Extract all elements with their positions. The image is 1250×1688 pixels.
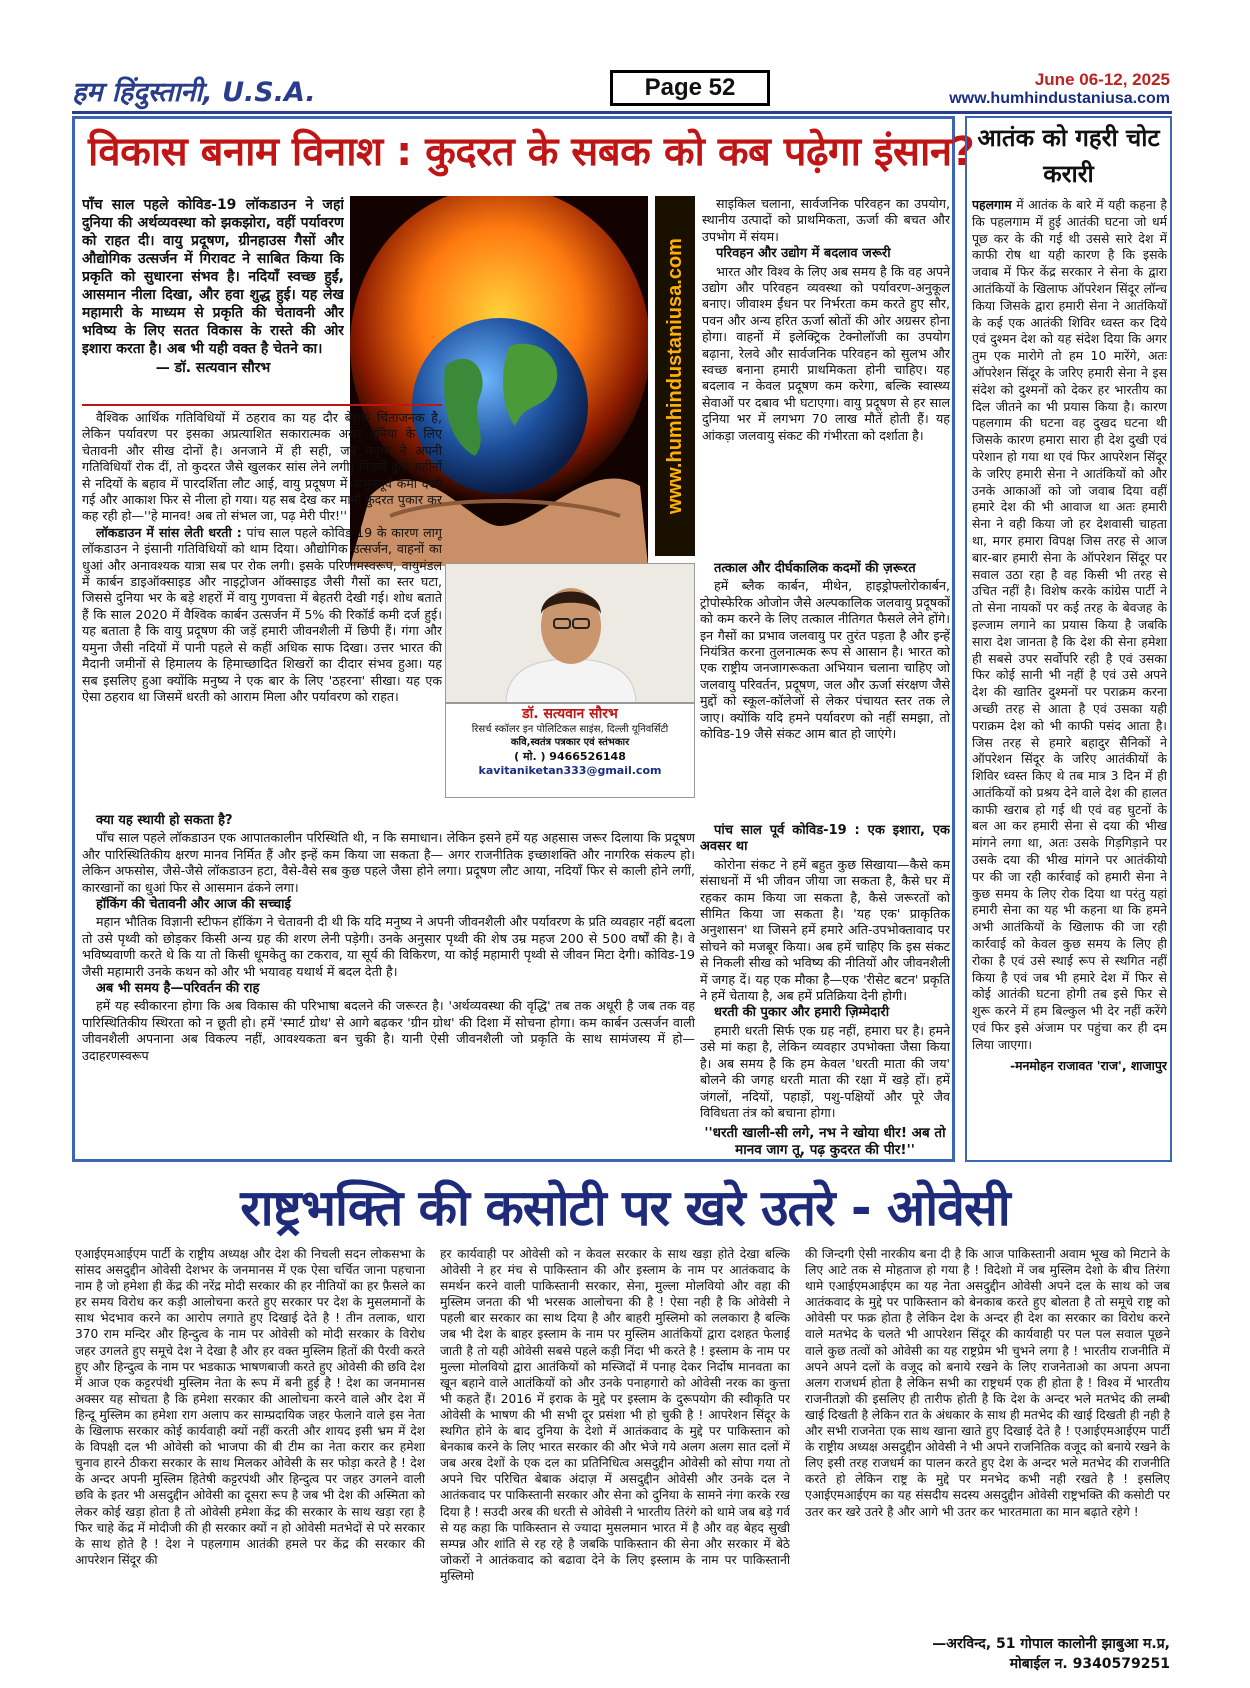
author-photo <box>445 563 695 703</box>
paragraph: वैश्विक आर्थिक गतिविधियों में ठहराव का यह दौर बेशक चिंताजनक है, लेकिन पर्यावरण पर इसका अप्रत्याशित सकारात्मक असर दुनिया के लिए चेतावनी और सीख दोनों है। अनजाने में ही सही, जब मनुष्य ने अपनी गतिविधियाँ रोक दीं, तो कुदरत जैसे खुलकर सांस लेने लगी। पिछले कुछ महीनों से नदियों के बहाव में पारदर्शिता लौट आई, वायु प्रदूषण में अभूतपूर्व कमी देखी गई और आकाश फिर से नीला हो गया। यह सब देख कर मानो कुदरत पुकार कर कह रही हो—''हे मानव! अब तो संभल जा, पढ़ मेरी पीर!'' <box>82 410 442 524</box>
paragraph: पांच साल पहले कोविड-19 के कारण लागू लॉकडाउन ने इंसानी गतिविधियों को थाम दिया। औद्योगिक उत्सर्जन, वाहनों का धुआं और अनावश्यक यात्रा सब पर रोक लगी। इसके परिणामस्वरूप, वायुमंडल में कार्बन डाइऑक्साइड और नाइट्रोजन ऑक्साइड जैसी गैसों का स्तर घटा, जिससे दुनिया भर के बड़े शहरों में वायु गुणवत्ता में बेहतरी देखी गई। शोध बताते हैं कि साल 2020 में वैश्विक कार्बन उत्सर्जन में 5% की रिकॉर्ड कमी दर्ज हुई। यह बताता है कि वायु प्रदूषण की जड़ें हमारी जीवनशैली में छिपी हैं। गंगा और यमुना जैसी नदियों में पानी पहले से कहीं अधिक साफ दिखा। उत्तर भारत की मैदानी जमीनों से हिमालय के हिमाच्छादित शिखरों का दीदार संभव हुआ। यह सब इसलिए हुआ क्योंकि मनुष्य ने एक बार के लिए 'ठहरना' सीखा। यह एक ऐसा ठहराव था जिसमें धरती को आराम मिला और पर्यावरण को राहत। <box>82 524 442 704</box>
main-article-title: विकास बनाम विनाश : कुदरत के सबक को कब पढ़ेगा इंसान? <box>88 129 975 175</box>
author-email[interactable]: kavitaniketan333@gmail.com <box>478 764 662 777</box>
paragraph: हमें यह स्वीकारना होगा कि अब विकास की परिभाषा बदलने की जरूरत है। 'अर्थव्यवस्था की वृद्धि' तब तक अधूरी है जब तक वह पारिस्थितिकीय स्थिरता को न छूती हो। हमें 'स्मार्ट ग्रोथ' से आगे बढ़कर 'ग्रीन ग्रोथ' की दिशा में सोचना होगा। कम कार्बन उत्सर्जन वाली जीवनशैली अपनाना अब विकल्प नहीं, आवश्यकता बन चुकी है। यानी ऐसी जीवनशैली जो प्रकृति के साथ सामंजस्य में हो—उदाहरणस्वरूप <box>82 998 695 1063</box>
intro-separator <box>82 404 442 406</box>
paragraph: की जिन्दगी ऐसी नारकीय बना दी है कि आज पाकिस्तानी अवाम भूख को मिटाने के लिए आटे तक से मोहताज हो गया है ! विदेशो में जब मुस्लिम देशो के बीच तिरंगा थामे एआईएमआईएम का यह नेता असदुद्दीन ओवेसी अपने दल के साथ को जब आतंकवाद के मुद्दे पर पाकिस्तान को बेनकाब करते हुए बोलता है तो समूचे राष्ट्र को ओवेसी पर फक्र होता है लेकिन देश के अन्दर ही देश का सरकार का विरोध करने वाले मतभेद के चलते भी आपरेशन सिंदूर की कार्यवाही पर पल पल सवाल पूछने वाले कुछ तत्वों को ओवेसी का यह राष्ट्रप्रेम भी चुभने लगा है ! भारतीय राजनीति में अपने अपने दलों के वजूद को बनाये रखने के लिए राजनेताओ का अपना अपना अलग राजधर्म होता है लेकिन सभी का राष्ट्रधर्म एक ही होता है ! विश्व में भारतीय राजनीतज्ञो की इसलिए ही तारीफ होती है कि देश के अन्दर भले मतभेद की लम्बी खाई दिखती है लेकिन रात के अंधकार के साथ ही मतभेद की खाई दिखती ही नही है और सभी राजनेता एक साथ खाना खाते हुए दिखाई देते है ! एआईएमआईएम पार्टी के राष्ट्रीय अध्यक्ष असदुद्दीन ओवेसी ने भी अपने राजनितिक वजूद को बनाये रखने के लिए इसी तरह राजधर्म का पालन करते हुए देश के अन्दर भले मतभेद की राजनीति करते हो लेकिन राष्ट्र के मुद्दे पर मनभेद कभी नही रखते है ! इसलिए एआईएमआईएम का यह संसदीय सदस्य असदुद्दीन ओवेसी राष्ट्रभक्ति की कसोटी पर उतर कर खरे उतरे है और आगे भी उतर कर भारतमाता का मान बढ़ाते रहेगे ! <box>805 1247 1170 1519</box>
header-rule <box>72 111 1172 114</box>
page-number: Page 52 <box>610 70 770 106</box>
vertical-website-banner: www.humhindustaniusa.com <box>655 196 695 556</box>
subheading: हॉकिंग की चेतावनी और आज की सच्चाई <box>96 897 291 913</box>
sidebar-paragraph: में आतंक के बारे में यही कहना है कि पहलगाम में हुई आतंकी घटना जो धर्म पूछ कर के की गई थी उससे सारे देश में काफी रोष था यही कारण है कि इसके जवाब में फिर केंद्र सरकार ने सेना के द्वारा आतंकियों के खिलाफ ऑपरेशन सिंदूर लॉन्च किया जिसके द्वारा हमारी सेना ने आतंकियों के कई एक आतंकी शिविर ध्वस्त कर दिये एवं दुश्मन देश को यह संदेश दिया कि अगर तुम एक मारोगे तो हम 10 मारेंगे, अतः ऑपरेशन सिंदूर के जरिए हमारी सेना ने इस संदेश को दुश्मनों को देकर हर भारतीय का दिल जीतने का भी प्रयास किया है। कारण पहलगाम की घटना वह दुखद घटना थी जिसके कारण हमारा सारा ही देश दुखी एवं परेशान हो गया था एवं फिर आपरेशन सिंदूर के जरिए हमारी सेना ने आतंकियों को और उनके आकाओं को जो जवाब दिया वहीं हमारे देश की भी आवाज था अतः हमारी सेना ने वही किया जो हर देशवासी चाहता था, मगर हमारा विपक्ष जिस तरह से आज बार-बार हमारी सेना के ऑपरेशन सिंदूर पर सवाल उठा रहा है वह किसी भी तरह से उचित नहीं है। विशेष करके कांग्रेस पार्टी ने तो सेना नायकों पर कई तरह के बेवजह के इल्जाम लगाने का प्रयास किया है जबकि सारा देश जानता है कि देश की सेना हमेशा ही सबसे उपर सर्वोपरि रही है एवं उसका फिर कोई सानी भी नहीं है एवं उसे अपने देश की खातिर दुश्मनों पर पराक्रम करना अच्छी तरह से आता है एवं उसका यही पराक्रम देश को भी काफी पसंद आता है। जिस तरह से हमारे बहादुर सैनिकों ने ऑपरेशन सिंदूर के जरिए आतंकीयों के शिविर ध्वस्त किए थे तब मात्र 3 दिन में ही आतंकियों को प्रश्रय देने वाले देश की हालत काफी खराब हो गई थी एवं वह घुटनों के बल आ कर हमारी सेना से दया की भीख मांगने लगा था, अतः उसके गिड़गिड़ाने पर उसके दया की भीख मांगने पर आतंकीयो पर की जा रही कार्रवाई को हमारी सेना ने कुछ समय के लिए रोक दिया था परंतु यहां हमारी सेना का यह भी कहना था कि हमने अभी आतंकियों के खिलाफ की जा रही कार्रवाई को केवल कुछ समय के लिए ही रोका है एवं उसे स्थाई रूप से स्थगित नहीं किया है एवं जब भी हमारे देश में फिर से कोई आतंकी घटना होगी तब इसे फिर से शुरू करने में हम बिल्कुल भी देर नहीं करेंगे एवं फिर इसे अंजाम पर पहुंचा कर ही दम लिया जाएगा। <box>972 197 1167 1052</box>
intro-text: पाँच साल पहले कोविड-19 लॉकडाउन ने जहां दुनिया की अर्थव्यवस्था को झकझोरा, वहीं पर्यावरण को राहत दी। वायु प्रदूषण, ग्रीनहाउस गैसों और औद्योगिक उत्सर्जन में गिरावट ने साबित किया कि प्रकृति को सुधारना संभव है। नदियाँ स्वच्छ हुईं, आसमान नीला दिखा, और हवा शुद्ध हुई। यह लेख महामारी के माध्यम से प्रकृति की चेतावनी और भविष्य के लिए सतत विकास के रास्ते की ओर इशारा करता है। अब भी यही वक्त है चेतने का। <box>82 197 344 357</box>
paragraph: हमें ब्लैक कार्बन, मीथेन, हाइड्रोफ्लोरोकार्बन, ट्रोपोस्फेरिक ओजोन जैसे अल्पकालिक जलवायु प्रदूषकों को कम करने के लिए तत्काल नीतिगत फैसले लेने होंगे। इन गैसों का प्रभाव जलवायु पर तुरंत पड़ता है और इन्हें नियंत्रित करना तुलनात्मक रूप से आसान है। भारत को एक राष्ट्रीय जनजागरूकता अभियान चलाना चाहिए जो जलवायु परिवर्तन, प्रदूषण, जल और ऊर्जा संरक्षण जैसे मुद्दों को स्कूल-कॉलेजों से लेकर पंचायत स्तर तक ले जाए। क्योंकि यदि हमने पर्यावरण को नहीं समझा, तो कोविड-19 जैसे संकट आम बात हो जाएंगे। <box>700 578 950 742</box>
pull-quote: ''धरती खाली-सी लगे, नभ ने खोया धीर! अब तो मानव जाग तू, पढ़ कुदरत की पीर!'' <box>704 1125 946 1159</box>
author-name: डॉ. सत्यवान सौरभ <box>522 706 618 722</box>
second-article-column-3 <box>805 1246 1170 1631</box>
article-column-2c <box>700 822 950 1160</box>
article-column-1b <box>82 812 695 1158</box>
sidebar-signature: -मनमोहन राजावत 'राज', शाजापुर <box>1010 1057 1167 1073</box>
subheading: क्या यह स्थायी हो सकता है? <box>96 813 233 828</box>
website-link[interactable]: www.humhindustaniusa.com <box>949 90 1170 107</box>
signature-name: —अरविन्द, 51 गोपाल कालोनी झाबुआ म.प्र, <box>932 1636 1170 1652</box>
masthead-paper-name: हम हिंदुस्तानी, U.S.A. <box>72 77 316 108</box>
article-intro <box>82 196 344 396</box>
second-article-column-2 <box>440 1246 790 1676</box>
second-article-title: राष्ट्रभक्ति की कसोटी पर खरे उतरे - ओवेसी <box>240 1179 1010 1237</box>
sidebar-body <box>972 197 1167 1157</box>
author-role: कवि,स्वतंत्र पत्रकार एवं स्तंभकार <box>510 737 630 748</box>
author-card <box>445 703 695 798</box>
paragraph: महान भौतिक विज्ञानी स्टीफन हॉकिंग ने चेतावनी दी थी कि यदि मनुष्य ने अपनी जीवनशैली और पर्यावरण के प्रति व्यवहार नहीं बदला तो उसे पृथ्वी को छोड़कर किसी अन्य ग्रह की शरण लेनी पड़ेगी। उनके अनुसार पृथ्वी की शेष उम्र महज 200 से 500 वर्षों की है। वे भविष्यवाणी करते थे कि या तो किसी धूमकेतु का टकराव, या सूर्य की विकिरण, या कोई महामारी पृथ्वी से जीवन मिटा देगी। कोविड-19 जैसी महामारी उनके कथन को और भी भयावह यथार्थ में बदल देती है। <box>82 914 695 979</box>
author-phone: ( मो. ) 9466526148 <box>514 750 626 763</box>
sidebar-lead-word: पहलगाम <box>972 197 1012 212</box>
author-description: रिसर्च स्कॉलर इन पोलिटिकल साइंस, दिल्ली यूनिवर्सिटी <box>471 724 669 735</box>
issue-date: June 06-12, 2025 <box>1034 70 1170 89</box>
second-article-column-1 <box>75 1246 425 1676</box>
paragraph: पाँच साल पहले लॉकडाउन एक आपातकालीन परिस्थिति थी, न कि समाधान। लेकिन इसने हमें यह अहसास जरूर दिलाया कि प्रदूषण और पारिस्थितिकीय क्षरण मानव निर्मित हैं और इन्हें कम किया जा सकता है— अगर राजनीतिक इच्छाशक्ति और नागरिक संकल्प हो। लेकिन अफसोस, जैसे-जैसे लॉकडाउन हटा, वैसे-वैसे सब कुछ पहले जैसा होने लगा। प्रदूषण लौट आया, नदियाँ फिर से काली होने लगीं, कारखानों का धुआं फिर से आसमान ढंकने लगा। <box>82 830 695 895</box>
article-column-2a <box>702 196 950 558</box>
subheading: पांच साल पूर्व कोविड-19 : एक इशारा, एक अवसर था <box>700 823 950 855</box>
subheading: लॉकडाउन में सांस लेती धरती : <box>96 524 242 540</box>
article-column-1a <box>82 400 442 810</box>
subheading: तत्काल और दीर्घकालिक कदमों की ज़रूरत <box>714 561 916 576</box>
paragraph: हर कार्यवाही पर ओवेसी को न केवल सरकार के साथ खड़ा होते देखा बल्कि ओवेसी ने हर मंच से पाकिस्तान की और इस्लाम के नाम पर आतंकवाद के समर्थन करने वाली पाकिस्तानी सरकार, सेना, मुल्ला मोलवियो और वहा की मुस्लिम जनता की भी भरसक आलोचना की है ! ऐसा नही है कि ओवेसी ने पहली बार सरकार का साथ दिया है और बाहरी मुस्लिमो को ललकारा है बल्कि जब भी देश के बाहर इस्लाम के नाम पर मुस्लिम आतंकियों द्वारा दशहत फेलाई जाती है तो यही ओवेसी सबसे पहले कड़ी निंदा भी करते है ! इस्लाम के नाम पर मुल्ला मोलवियो द्वारा आतंकियों को मस्जिदों में पनाह देकर निर्दोष मानवता का खून बहाने वाले आतंकियों को और उनके पनाहगारो को ओवेसी नरक का कुत्ता भी कहते हैं। 2016 में इराक के मुद्दे पर इस्लाम के दुरूपयोग की स्वीकृति पर ओवेसी के भाषण की भी सभी दूर प्रसंशा भी हो चुकी है ! आपरेशन सिंदूर के स्थगित होने के बाद दुनिया के देशो में आतंकवाद के मुद्दे पर पाकिस्तान को बेनकाब करने के लिए भारत सरकार की और भेजे गये अलग अलग सात दलों में जब अरब देशों के एक दल का प्रतिनिधित्व असदुद्दीन ओवेसी को सोपा गया तो अपने चिर परिचित बेबाक अंदाज़ में असदुद्दीन ओवेसी और उनके दल ने आतंकवाद पर पाकिस्तानी सरकार और सेना को दुनिया के सामने नंगा करके रख दिया है ! सउदी अरब की धरती से ओवेसी ने भारतीय तिरंगे को थामे जब बड़े गर्व से यह कहा कि पाकिस्तान से ज्यादा मुसलमान भारत में है और वह बेहद सुखी सम्पन्न और शांति से रह रहे है जबकि पाकिस्तान की सेना और सरकार में बेठे जोकरों ने आतंकवाद को बढावा देने के लिए इस्लाम के नाम पर पाकिस्तानी मुस्लिमो <box>440 1247 790 1583</box>
paragraph: भारत और विश्व के लिए अब समय है कि वह अपने उद्योग और परिवहन व्यवस्था को पर्यावरण-अनुकूल बनाए। जीवाश्म ईंधन पर निर्भरता कम करते हुए सौर, पवन और अन्य हरित ऊर्जा स्रोतों की ओर अग्रसर होना होगा। वाहनों में इलेक्ट्रिक टेक्नोलॉजी का उपयोग बढ़ाना, रेलवे और सार्वजनिक परिवहन को सुलभ और स्वच्छ बनाना हमारी प्राथमिकता होनी चाहिए। यह बदलाव न केवल प्रदूषण कम करेगा, बल्कि स्वास्थ्य सेवाओं पर दबाव भी घटाएगा। वायु प्रदूषण से हर साल दुनिया भर में लगभग 70 लाख मौतें होती हैं। यह आंकड़ा जलवायु संकट की गंभीरता को दर्शाता है। <box>702 263 950 443</box>
paragraph: कोरोना संकट ने हमें बहुत कुछ सिखाया—कैसे कम संसाधनों में भी जीवन जीया जा सकता है, कैसे घर में रहकर काम किया जा सकता है, कैसे जरूरतों को सीमित किया जा सकता है। 'यह एक' प्राकृतिक अनुशासन' था जिसने हमें हमारे अति-उपभोक्तावाद पर सोचने को मजबूर किया। अब हमें चाहिए कि इस संकट से निकली सीख को भविष्य की नीतियों और जीवनशैली में जगह दें। यह एक मौका है—एक 'रीसेट बटन' प्रकृति ने हमें चेताया है, अब हमें प्रतिक्रिया देनी होगी। <box>700 856 950 1004</box>
subheading: अब भी समय है—परिवर्तन की राह <box>96 981 260 997</box>
article-byline: — डॉ. सत्यवान सौरभ <box>155 360 271 376</box>
sidebar-title: आतंक को गहरी चोट करारी <box>977 124 1160 188</box>
signature-mobile: मोबाईल न. 9340579251 <box>1009 1656 1170 1672</box>
paragraph: हमारी धरती सिर्फ एक ग्रह नहीं, हमारा घर है। हमने उसे मां कहा है, लेकिन व्यवहार उपभोक्ता जैसा किया है। अब समय है कि हम केवल 'धरती माता की जय' बोलने की जगह धरती माता की रक्षा में खड़े हों। हमें जंगलों, नदियों, पहाड़ों, पशु-पक्षियों और पूरे जैव विविधता तंत्र को बचाना होगा। <box>700 1022 950 1120</box>
article-column-2b <box>700 560 950 820</box>
paragraph: साइकिल चलाना, सार्वजनिक परिवहन का उपयोग, स्थानीय उत्पादों को प्राथमिकता, ऊर्जा की बचत और उपभोग में संयम। <box>702 196 950 244</box>
second-article-signature <box>805 1634 1170 1674</box>
paragraph: एआईएमआईएम पार्टी के राष्ट्रीय अध्यक्ष और देश की निचली सदन लोकसभा के सांसद असदुद्दीन ओवेसी देशभर के जनमानस में एक ऐसा चर्चित जाना पहचाना नाम है जो हमेशा ही केंद्र की नरेंद्र मोदी सरकार की हर नीतियों का हर फ़ैसले का हर समय विरोध कर कड़ी आलोचना करते हुए सरकार पर देश के मुसलमानों के साथ भेदभाव करने का आरोप लगाते हुए दिखाई देते है ! तीन तलाक, धारा 370 राम मन्दिर और हिन्दुत्व के नाम पर ओवेसी को मोदी सरकार के विरोध जहर उगलते हुए समूचे देश ने देखा है और हर वक्त मुस्लिम हितों की पैरवी करते हुए और हिन्दुत्व के नाम पर भडकाऊ भाषणबाजी करते हुए ओवेसी की छवि देश में आज एक कट्टरपंथी मुस्लिम नेता के रूप में बनी हुई है ! देश का जनमानस अक्सर यह सोचता है कि हमेशा सरकार की आलोचना करने वाले और देश में हिन्दू मुस्लिम का हमेशा राग अलाप कर साम्प्रदायिक जहर फेलाने वाले इस नेता के खिलाफ सरकार कोई कार्यवाही क्यों नहीं करती और शायद इसी भ्रम में देश के विपक्षी दल भी ओवेसी को भाजपा की बी टीम का नेता करार कर हमेशा चुनाव हारने ठीकरा सरकार के साथ मिलकर ओवेसी के सर फोड़ा करते है ! देश के अन्दर अपनी मुस्लिम हितेषी कट्टरपंथी और हिन्दुत्व पर जहर उगलने वाली छवि के इतर भी असदुद्दीन ओवेसी का दूसरा रूप है जब भी देश की अस्मिता को लेकर कोई खड़ा होता है तो ओवेसी हमेशा केंद्र की सरकार के साथ खड़ा रहा है फिर चाहे केंद्र में मोदीजी की ही सरकार क्यों न हो ओवेसी मतभेदों से परे सरकार के साथ होते है ! देश ने पहलगाम आतंकी हमले पर केंद्र की सरकार की आपरेशन सिंदूर की <box>75 1247 425 1567</box>
subheading: धरती की पुकार और हमारी ज़िम्मेदारी <box>714 1005 890 1021</box>
subheading: परिवहन और उद्योग में बदलाव जरूरी <box>716 246 891 262</box>
